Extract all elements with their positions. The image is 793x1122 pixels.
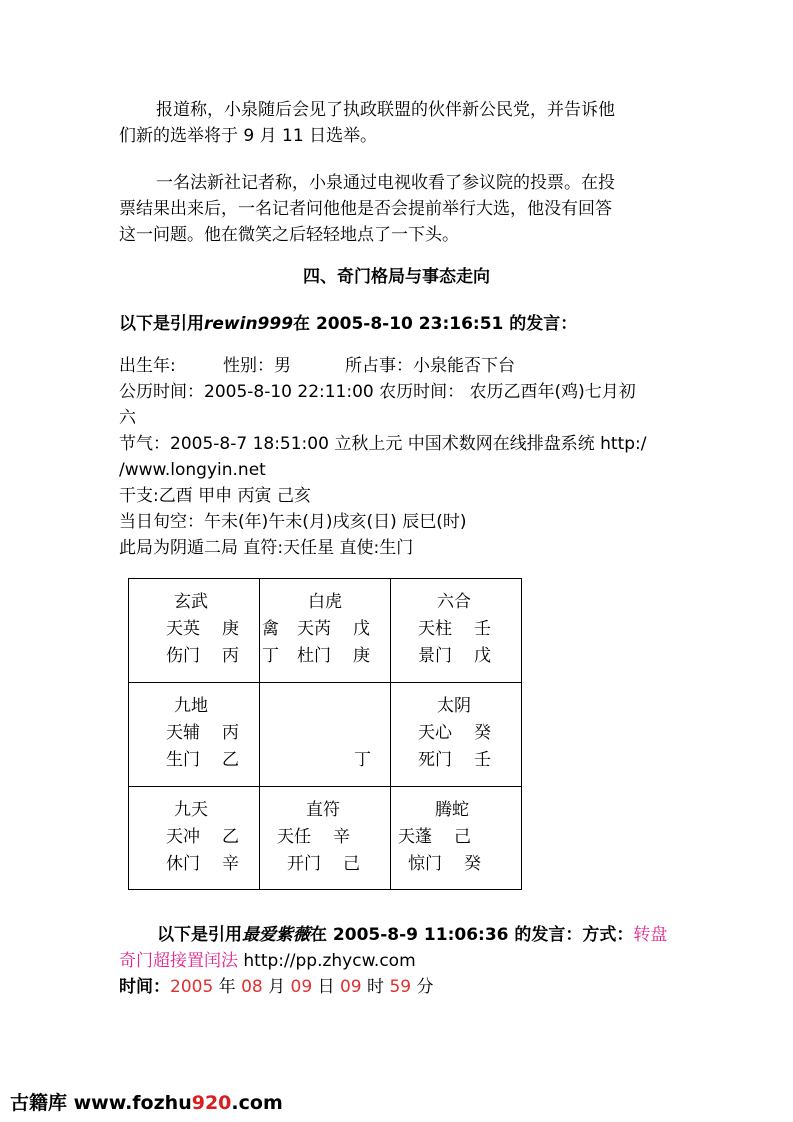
footer-site-name: 古籍库 [10,1092,68,1114]
r1c2-god: 白虎 [308,592,342,612]
info-line-4: 节气：2005-8-7 18:51:00 立秋上元 中国术数网在线排盘系统 http:/ [119,434,647,454]
grid-line [128,682,522,683]
r3c1-door: 休门 辛 [166,854,239,874]
grid-line [128,889,522,890]
r3c3-door: 惊门 癸 [408,854,481,874]
r3c2-god: 直符 [306,800,340,820]
time-day: 09 [290,977,313,997]
footer-url-a: www.fozhu [67,1092,192,1114]
quote-1-header [119,311,679,337]
gender-label: 性别：男 [223,356,291,376]
matter-label: 所占事：小泉能否下台 [345,356,515,376]
paragraph-1-line-2: 们新的选举将于 9 月 11 日选举。 [119,126,378,146]
time-label: 时间： [119,977,170,997]
time-year-unit: 年 [213,977,242,997]
info-line-8: 此局为阴遁二局 直符:天任星 直使:生门 [119,538,414,558]
r3c2-star: 天任 辛 [277,827,350,847]
r3c1-god: 九天 [174,800,208,820]
info-line-2: 公历时间：2005-8-10 22:11:00 农历时间： 农历乙酉年(鸡)七月初 [119,382,636,402]
r2c1-star: 天辅 丙 [166,723,239,743]
time-year: 2005 [170,977,214,997]
quote-2-suffix: 在 2005-8-9 11:06:36 的发言：方式： [310,925,634,945]
r1c3-door: 景门 戊 [418,646,491,666]
info-line-6: 干支:乙酉 甲申 丙寅 己亥 [119,486,311,506]
r1c1-star: 天英 庚 [166,619,239,639]
grid-line [390,578,391,890]
grid-line [259,578,260,890]
r1c2-star: 禽 天芮 戊 [262,619,370,639]
method-a: 转盘 [633,925,668,945]
time-minute: 59 [389,977,412,997]
grid-line [128,578,129,890]
quote-1-user: rewin999 [204,314,294,334]
section-title: 四、奇门格局与事态走向 [303,267,490,287]
time-minute-unit: 分 [411,977,434,997]
method-b: 奇门超接置闰法 [119,951,238,971]
time-hour-unit: 时 [361,977,390,997]
time-line [119,974,679,1000]
footer-url-b: .com [231,1092,283,1114]
r2c1-door: 生门 乙 [166,750,239,770]
time-hour: 09 [339,977,362,997]
paragraph-2-line-3: 这一问题。他在微笑之后轻轻地点了一下头。 [119,225,459,245]
method-url: http://pp.zhycw.com [238,951,416,971]
info-line-3: 六 [119,408,136,428]
grid-line [128,578,522,579]
paragraph-2-line-1: 一名法新社记者称，小泉通过电视收看了参议院的投票。在投 [156,173,615,193]
quote-2-header [157,922,677,948]
quote-2-user: 最爱紫薇 [242,925,310,945]
paragraph-2-line-2: 票结果出来后，一名记者问他他是否会提前举行大选，他没有回答 [119,199,612,219]
r1c2-door: 丁 杜门 庚 [262,646,370,666]
r1c3-star: 天柱 壬 [418,619,491,639]
qimen-grid [128,578,522,890]
r2c3-star: 天心 癸 [418,723,491,743]
r1c1-god: 玄武 [174,592,208,612]
grid-line [128,786,522,787]
time-month: 08 [241,977,263,997]
r2c3-god: 太阴 [437,696,471,716]
r3c3-god: 腾蛇 [435,800,469,820]
r1c1-door: 伤门 丙 [166,646,239,666]
r2c1-god: 九地 [174,696,208,716]
r1c3-god: 六合 [437,592,471,612]
quote-2-prefix: 以下是引用 [157,925,242,945]
info-line-1 [119,354,515,379]
r2c2-stem: 丁 [354,750,371,770]
paragraph-1-line-1: 报道称，小泉随后会见了执政联盟的伙伴新公民党，并告诉他 [156,100,615,120]
r3c3-star: 天蓬 己 [398,827,471,847]
info-line-5: /www.longyin.net [119,460,266,480]
info-line-7: 当日旬空：午未(年)午未(月)戌亥(日) 辰巳(时) [119,512,467,532]
footer-url-num: 920 [191,1092,232,1114]
quote-1-suffix: 在 2005-8-10 23:16:51 的发言： [293,314,578,334]
time-day-unit: 日 [312,977,340,997]
r2c3-door: 死门 壬 [418,750,491,770]
grid-line [521,578,522,890]
footer-watermark [10,1088,283,1115]
quote-1-prefix: 以下是引用 [119,314,204,334]
r3c2-door: 开门 己 [287,854,360,874]
birth-year-label: 出生年: [119,356,176,376]
r3c1-star: 天冲 乙 [166,827,239,847]
method-line [119,948,679,974]
time-month-unit: 月 [262,977,291,997]
